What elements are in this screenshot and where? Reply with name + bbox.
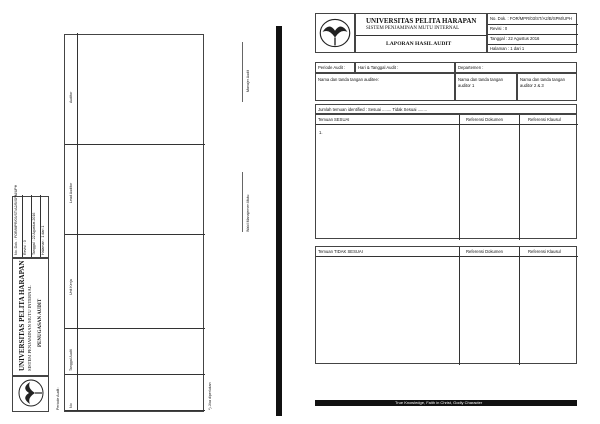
penugasan-table [64, 34, 204, 412]
penugasan-audit-page [12, 34, 270, 412]
footer-text: True Knowledge, Faith in Christ, Godly Character [395, 400, 483, 405]
right-doc-no: No. Dok. : FOR/MPR/03/ST/A2/B/SPM/UPH [490, 16, 572, 21]
col-no: No [69, 403, 73, 408]
left-page: Halaman : 1 dari 1 [41, 225, 45, 255]
left-university-name: UNIVERSITAS PELITA HARAPAN [18, 260, 26, 371]
left-doc-title: PENUGASAN AUDIT [38, 298, 43, 347]
right-page: Halaman : 1 dari 1 [490, 46, 525, 51]
spine-text: True Knowledge, Faith in Christ, Godly Character [261, 163, 266, 243]
sesuai-table [315, 114, 577, 239]
auditor23-cell: Nama dan tanda tangan auditor 2 & 3 [517, 73, 577, 101]
left-header-logo-box [12, 376, 49, 412]
department-cell: Departemen : [455, 62, 577, 73]
left-header-meta-box [12, 184, 49, 258]
right-date: Tanggal : 22 Agustus 2016 [490, 36, 540, 41]
footer-bar [315, 400, 577, 406]
findings-count-cell: Jumlah temuan identified : Sesuai ........ Tidak Sesuai ........ [315, 104, 577, 114]
auditor1-cell: Nama dan tanda tangan auditor 1 [455, 73, 517, 101]
right-doc-title: LAPORAN HASIL AUDIT [386, 41, 452, 47]
col-auditor: Auditor [69, 91, 73, 103]
sesuai-ref-clause: Referensi Klausul [528, 117, 561, 122]
sign-wakil: Wakil Manajemen Mutu [246, 194, 250, 232]
tidak-sesuai-header: Temuan TIDAK SESUAI [318, 249, 363, 254]
auditee-cell: Nama dan tanda tangan auditee: [315, 73, 455, 101]
left-doc-no: No. Dok. : FOR/MPR/03/ST/A2/B/SPM/UPH [14, 184, 18, 255]
uph-logo-icon [318, 17, 352, 49]
right-header-title-box [355, 13, 487, 53]
sesuai-header: Temuan SESUAI [318, 117, 350, 122]
right-header-meta-box [487, 13, 577, 53]
tidak-sesuai-ref-clause: Referensi Klausul [528, 249, 561, 254]
left-system-name: SISTEM PENJAMINAN MUTU INTERNAL [27, 285, 32, 371]
col-unit: Unit Kerja [69, 279, 73, 295]
sesuai-ref-doc: Referensi Dokumen [466, 117, 504, 122]
tidak-sesuai-table [315, 246, 577, 364]
left-header-title-box [12, 258, 49, 376]
left-period-label: Periode Audit : [56, 386, 60, 410]
left-date: Tanggal : 22 Agustus 2016 [32, 212, 36, 255]
uph-logo-icon [17, 378, 45, 408]
day-date-cell: Hari & Tanggal Audit : [355, 62, 455, 73]
col-tanggal: Tanggal Audit [69, 349, 73, 371]
right-header-logo-box [315, 13, 355, 53]
spine-bar [261, 26, 282, 416]
left-revision: Revisi : 0 [23, 240, 27, 255]
right-revision: Revisi : 0 [490, 26, 508, 31]
tidak-sesuai-ref-doc: Referensi Dokumen [466, 249, 504, 254]
left-footnote: *) Jika diperlukan [208, 382, 212, 410]
period-cell: Periode Audit : [315, 62, 355, 73]
col-lead: Lead Auditor [69, 182, 73, 203]
right-system-name: SISTEM PENJAMINAN MUTU INTERNAL [366, 26, 460, 31]
sesuai-first-item: 1. [319, 130, 323, 135]
sign-manajer: Manajer Audit [246, 70, 250, 92]
right-university-name: UNIVERSITAS PELITA HARAPAN [366, 17, 477, 25]
